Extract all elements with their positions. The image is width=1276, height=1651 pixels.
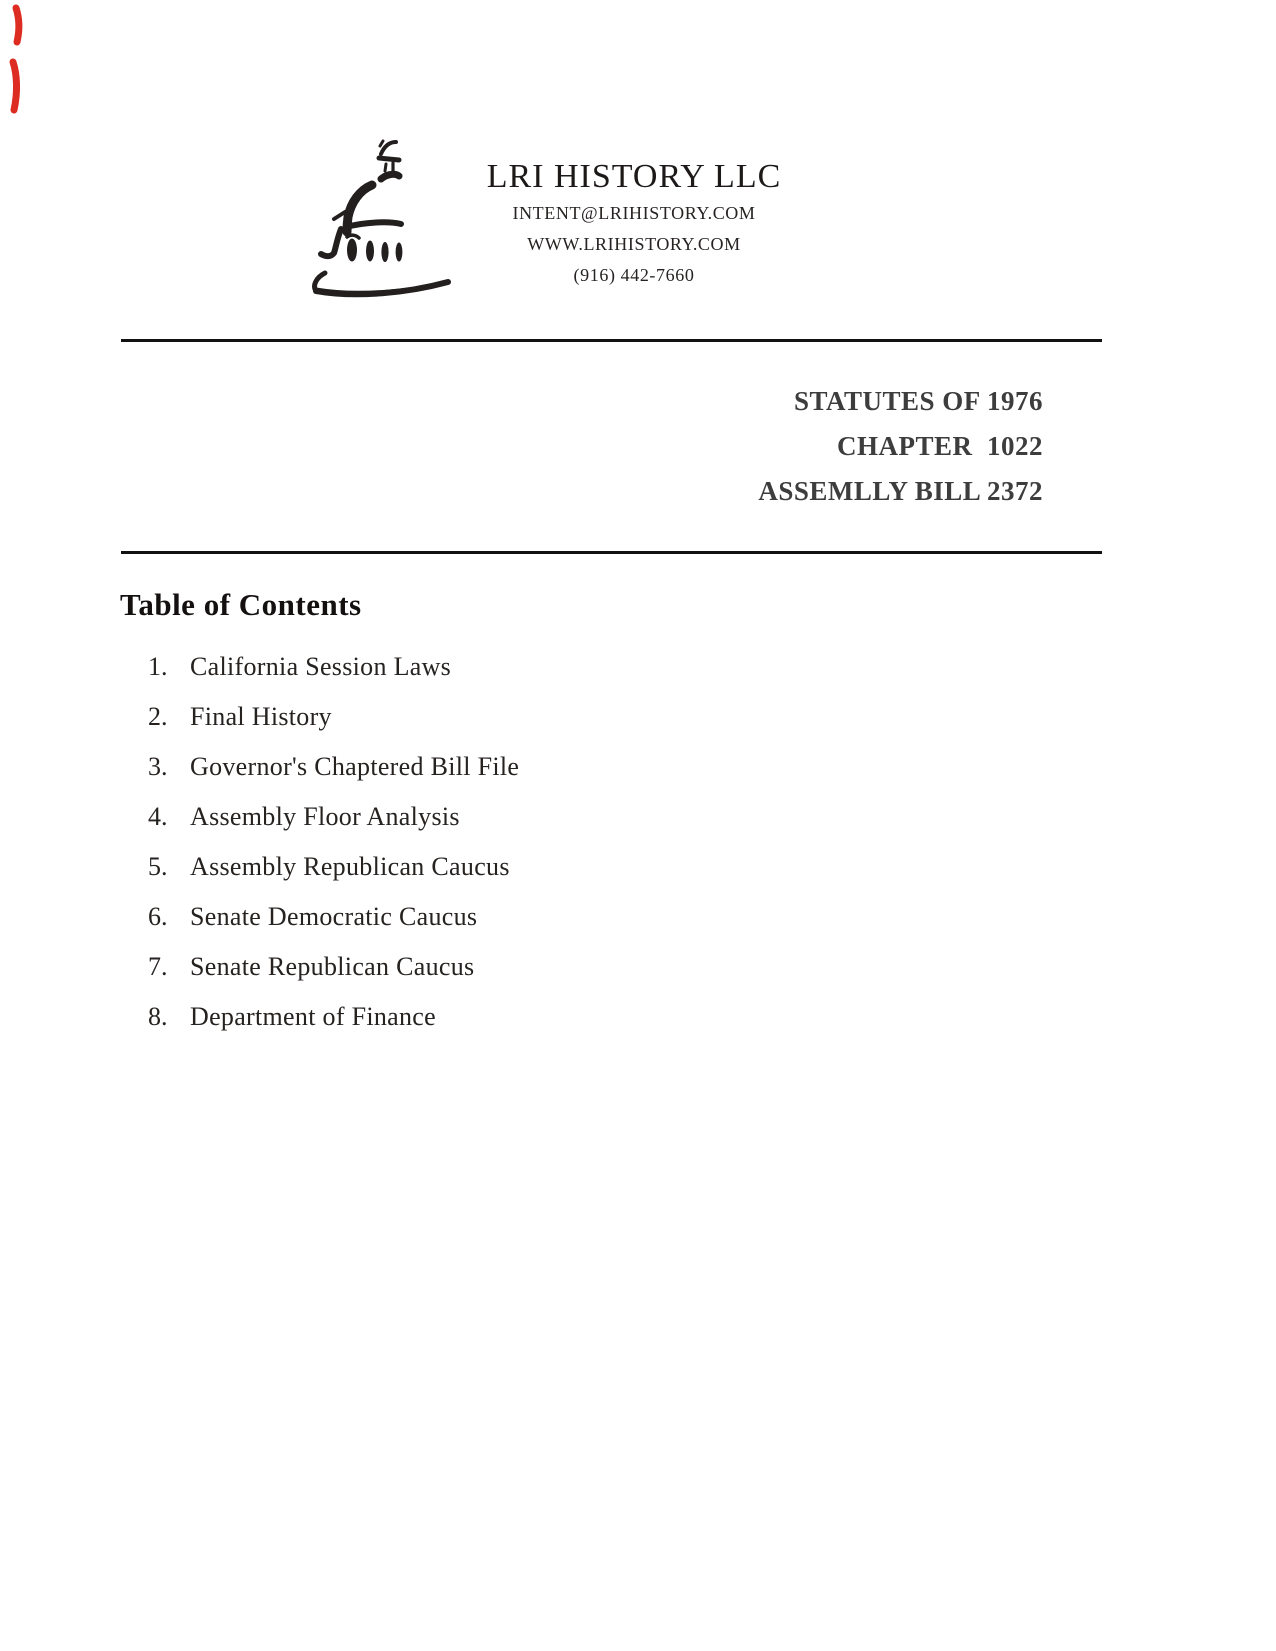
toc-item-number: 7. [148,952,168,981]
bill-reference-block [758,379,1043,514]
phone-number: (916) 442-7660 [573,265,695,285]
toc-title: Table of Contents [120,587,362,622]
red-pen-marks [4,3,38,121]
toc-item [148,952,519,982]
toc-item-label: Department of Finance [190,1002,436,1031]
toc-item [148,852,519,882]
letterhead-text [458,156,810,291]
toc-item-label: California Session Laws [190,652,452,681]
toc-item-label: Assembly Floor Analysis [190,802,460,831]
toc-item-label: Senate Republican Caucus [190,952,475,981]
toc-item-number: 8. [148,1002,168,1031]
website-url: WWW.LRIHISTORY.COM [527,234,741,254]
statutes-line: STATUTES OF 1976 [793,386,1043,416]
toc-item [148,1002,519,1032]
email-address: INTENT@LRIHISTORY.COM [512,203,756,223]
toc-item [148,652,519,682]
toc-item [148,802,519,832]
assembly-bill-line: ASSEMLLY BILL 2372 [758,476,1043,506]
horizontal-rule-bottom [121,551,1102,554]
toc-item [148,752,519,782]
toc-item-number: 3. [148,752,168,781]
toc-item-number: 5. [148,852,168,881]
toc-item-label: Assembly Republican Caucus [190,852,510,881]
horizontal-rule-top [121,339,1102,342]
toc-item-number: 2. [148,702,168,731]
toc-item [148,902,519,932]
capitol-dome-sketch-icon [300,128,455,298]
company-name: LRI HISTORY LLC [486,158,782,195]
toc-list [148,652,519,1052]
toc-item [148,702,519,732]
toc-item-label: Final History [190,702,332,731]
toc-item-number: 4. [148,802,168,831]
toc-item-number: 6. [148,902,168,931]
toc-item-label: Governor's Chaptered Bill File [190,752,520,781]
chapter-line: CHAPTER 1022 [836,431,1043,461]
toc-item-number: 1. [148,652,168,681]
toc-item-label: Senate Democratic Caucus [190,902,478,931]
